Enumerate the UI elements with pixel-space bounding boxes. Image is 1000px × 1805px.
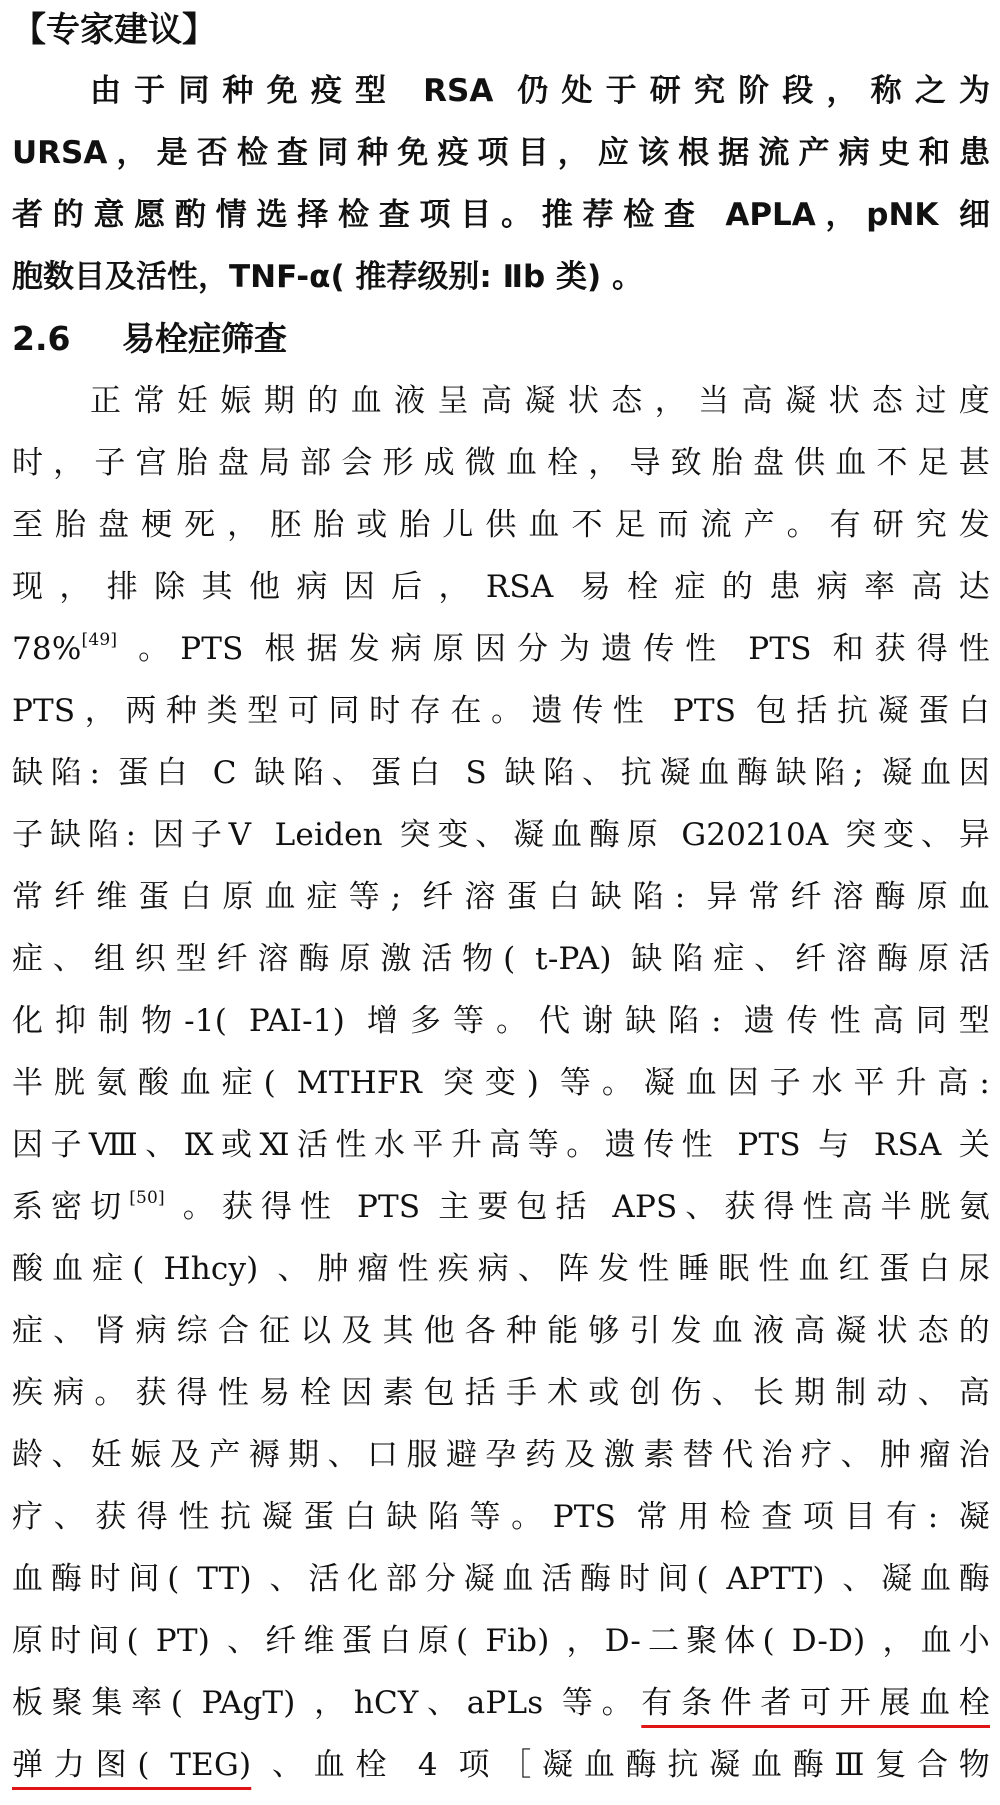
body-line: 正常妊娠期的血液呈高凝状态，当高凝状态过度 bbox=[90, 383, 990, 419]
section-number: 2.6 bbox=[12, 319, 71, 358]
expert-advice-line: 者的意愿酌情选择检查项目。推荐检查 APLA，pNK 细 bbox=[12, 197, 990, 233]
highlighted-text: 有条件者可开展血栓 bbox=[641, 1685, 990, 1721]
body-text: 78% bbox=[12, 631, 82, 667]
body-text: 板聚集率( PAgT) ，hCY、aPLs 等。 bbox=[12, 1685, 642, 1721]
body-line: 缺陷: 蛋白 C 缺陷、蛋白 S 缺陷、抗凝血酶缺陷; 凝血因 bbox=[12, 755, 990, 791]
body-line: 血酶时间( TT) 、活化部分凝血活酶时间( APTT) 、凝血酶 bbox=[12, 1561, 990, 1597]
document-page bbox=[12, 0, 990, 1796]
body-line: 龄、妊娠及产褥期、口服避孕药及激素替代治疗、肿瘤治 bbox=[12, 1437, 990, 1473]
body-line-underlined bbox=[12, 1734, 990, 1796]
body-paragraph bbox=[12, 370, 990, 1796]
body-text: 。获得性 PTS 主要包括 APS、获得性高半胱氨 bbox=[164, 1189, 990, 1225]
citation-49: [49] bbox=[81, 630, 118, 650]
expert-advice-heading: 【专家建议】 bbox=[12, 10, 216, 50]
body-text: 、血栓 4 项［凝血酶抗凝血酶Ⅲ复合物 bbox=[251, 1747, 990, 1783]
body-line: 子缺陷: 因子Ⅴ Leiden 突变、凝血酶原 G20210A 突变、异 bbox=[12, 817, 990, 853]
body-line: 原时间( PT) 、纤维蛋白原( Fib) ，D-二聚体( D-D) ，血小 bbox=[12, 1623, 990, 1659]
body-line-underlined bbox=[12, 1672, 990, 1734]
body-text: 。PTS 根据发病原因分为遗传性 PTS 和获得性 bbox=[117, 631, 990, 667]
body-line: 至胎盘梗死，胚胎或胎儿供血不足而流产。有研究发 bbox=[12, 507, 990, 543]
body-line: 疗、获得性抗凝蛋白缺陷等。PTS 常用检查项目有: 凝 bbox=[12, 1499, 990, 1535]
highlighted-text: 弹力图( TEG) bbox=[12, 1747, 252, 1783]
body-line: 半胱氨酸血症( MTHFR 突变) 等。凝血因子水平升高: bbox=[12, 1065, 990, 1101]
expert-advice-line: 胞数目及活性，TNF-α( 推荐级别: Ⅱb 类) 。 bbox=[12, 259, 643, 295]
section-heading bbox=[12, 308, 990, 370]
expert-advice-line: 由于同种免疫型 RSA 仍处于研究阶段，称之为 bbox=[90, 73, 990, 109]
body-line: 常纤维蛋白原血症等; 纤溶蛋白缺陷: 异常纤溶酶原血 bbox=[12, 879, 990, 915]
body-text: 系密切 bbox=[12, 1189, 130, 1225]
body-line: 酸血症( Hhcy) 、肿瘤性疾病、阵发性睡眠性血红蛋白尿 bbox=[12, 1251, 990, 1287]
body-line: 症、肾病综合征以及其他各种能够引发血液高凝状态的 bbox=[12, 1313, 990, 1349]
expert-advice-paragraph bbox=[12, 60, 990, 308]
body-line: 症、组织型纤溶酶原激活物( t-PA) 缺陷症、纤溶酶原活 bbox=[12, 941, 990, 977]
body-line-with-citation bbox=[12, 618, 990, 680]
body-line: 时，子宫胎盘局部会形成微血栓，导致胎盘供血不足甚 bbox=[12, 445, 990, 481]
body-line-with-citation bbox=[12, 1176, 990, 1238]
expert-advice-line: URSA，是否检查同种免疫项目，应该根据流产病史和患 bbox=[12, 135, 990, 171]
citation-50: [50] bbox=[129, 1188, 165, 1208]
body-line: 因子Ⅷ、Ⅸ或Ⅺ活性水平升高等。遗传性 PTS 与 RSA 关 bbox=[12, 1127, 990, 1163]
body-line: 疾病。获得性易栓因素包括手术或创伤、长期制动、高 bbox=[12, 1375, 990, 1411]
section-title: 易栓症筛查 bbox=[122, 319, 287, 358]
body-line: 现，排除其他病因后，RSA 易栓症的患病率高达 bbox=[12, 569, 990, 605]
body-line: PTS，两种类型可同时存在。遗传性 PTS 包括抗凝蛋白 bbox=[12, 693, 990, 729]
body-line: 化抑制物-1( PAI-1) 增多等。代谢缺陷: 遗传性高同型 bbox=[12, 1003, 990, 1039]
